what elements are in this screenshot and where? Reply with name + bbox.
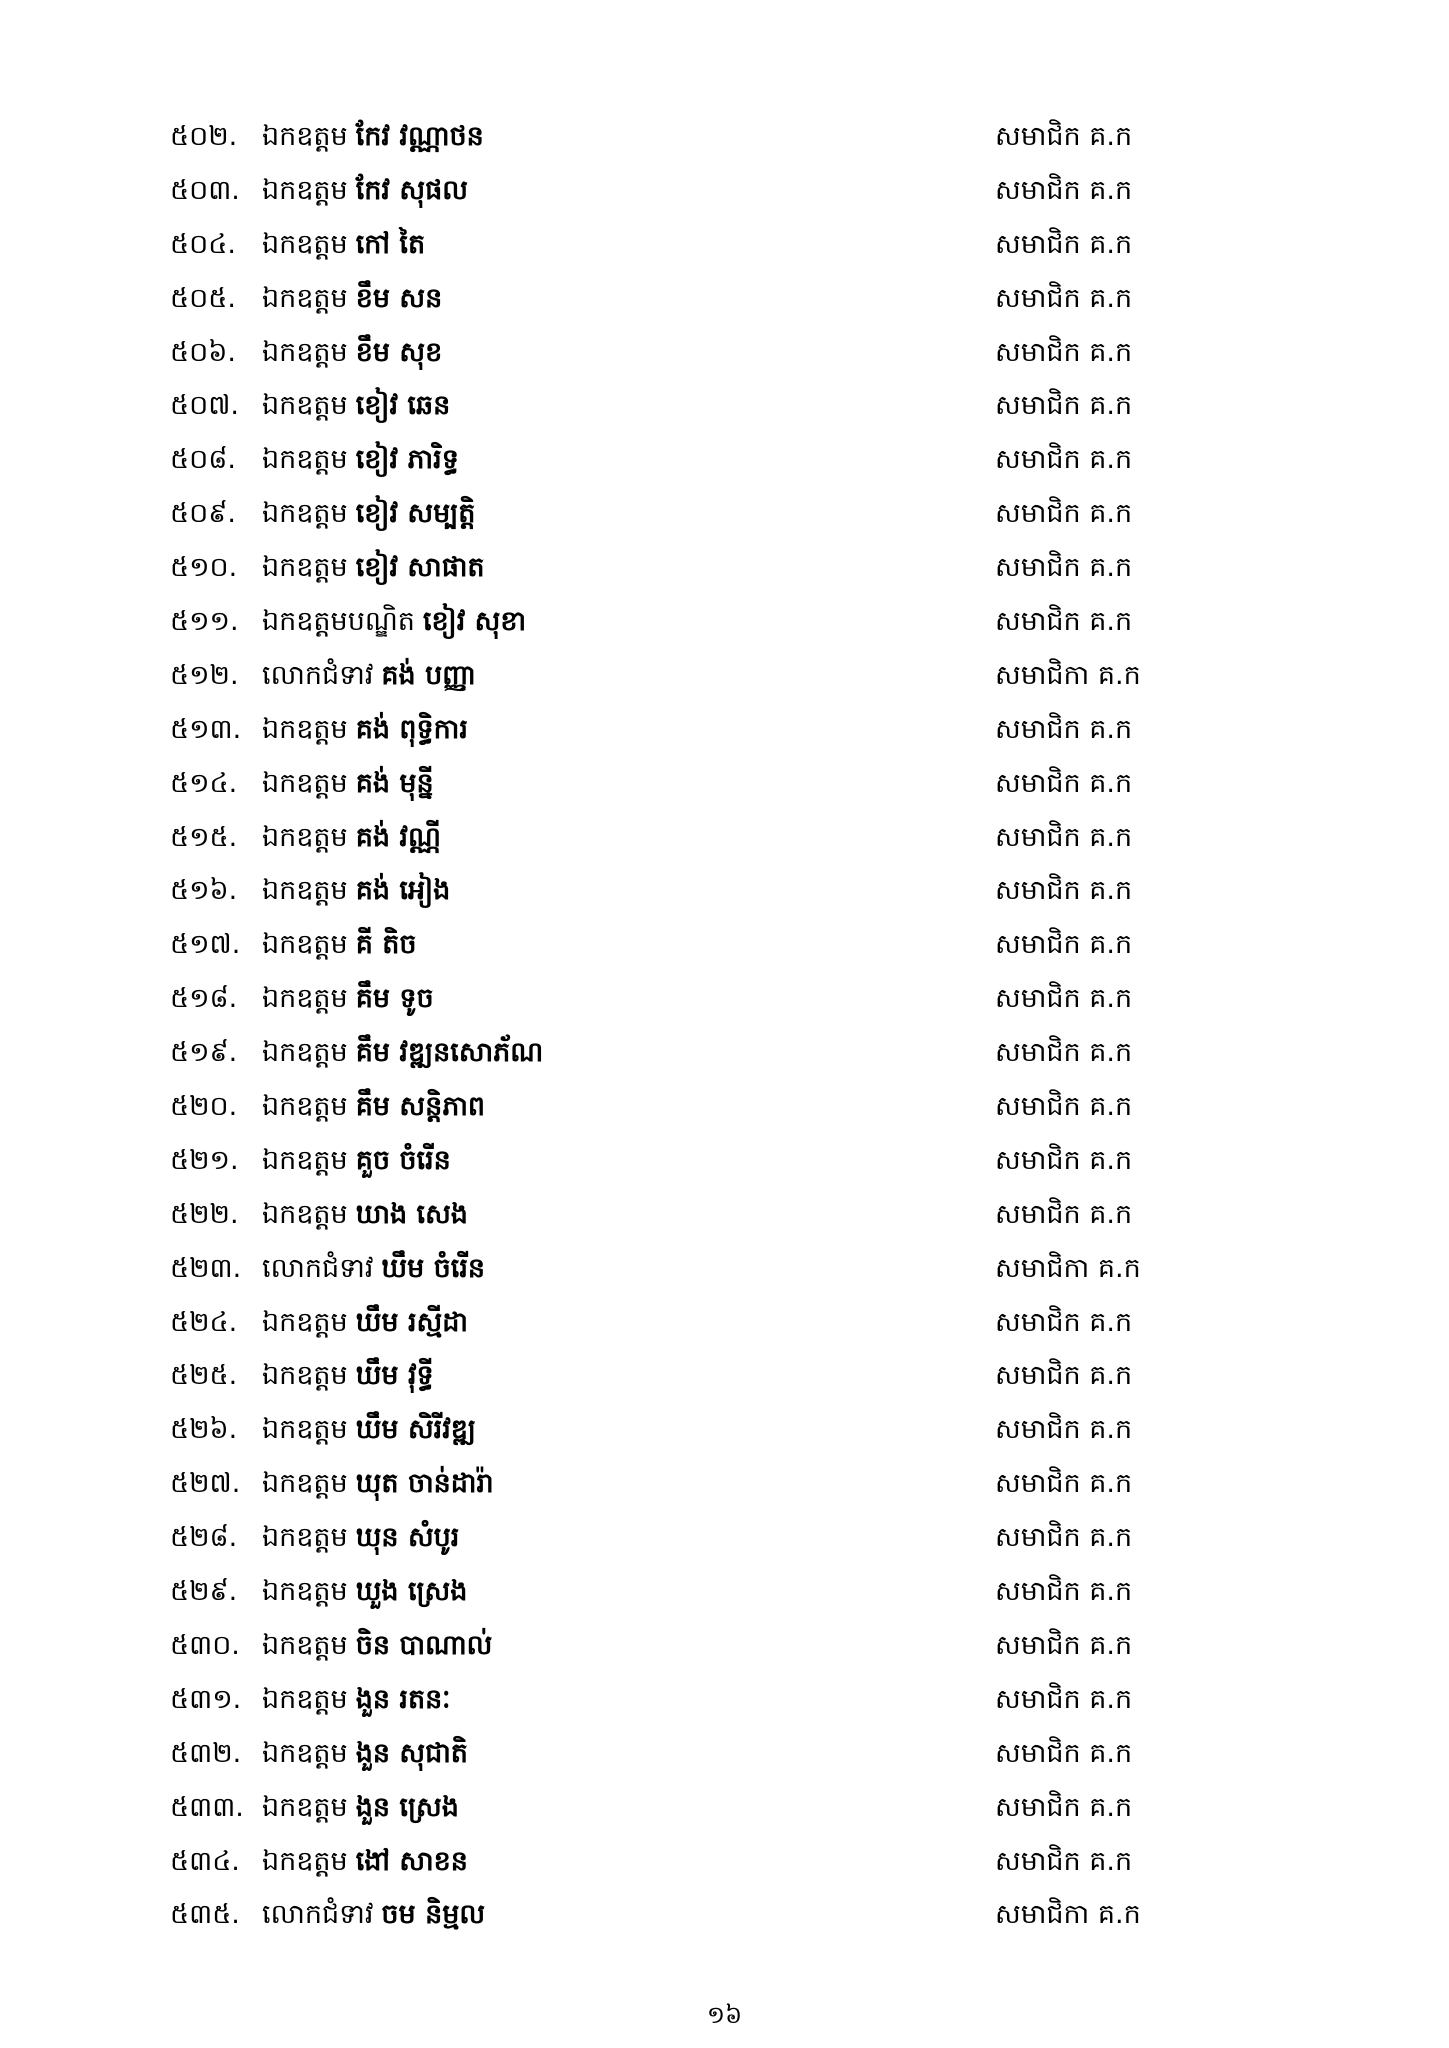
entry-number: ៥១១.: [170, 606, 239, 638]
member-role: សមាជិក គ.ក: [995, 929, 1133, 961]
entry-number: ៥២៣.: [170, 1252, 242, 1284]
member-role: សមាជិក គ.ក: [995, 983, 1133, 1015]
member-name: ងៅ សាខន: [355, 1845, 468, 1877]
entry-number: ៥២៤.: [170, 1306, 238, 1338]
member-name: ខៀវ ឆេន: [355, 390, 451, 422]
member-name: ខៀវ សុខា: [422, 606, 527, 638]
honorific: លោកជំទាវ: [262, 659, 374, 691]
member-role: សមាជិក គ.ក: [995, 390, 1133, 422]
member-role: សមាជិក គ.ក: [995, 1737, 1133, 1769]
list-item: [170, 272, 1170, 326]
honorific: ឯកឧត្តម: [262, 444, 348, 476]
entry-title-and-name: [262, 972, 434, 1026]
entry-title-and-name: [262, 757, 434, 811]
member-role: សមាជិក គ.ក: [995, 498, 1133, 530]
entry-number: ៥០២.: [170, 121, 238, 152]
member-role: សមាជិក គ.ក: [995, 121, 1133, 152]
honorific: ឯកឧត្តម: [262, 929, 348, 961]
entry-number: ៥១៨.: [170, 983, 238, 1015]
member-name: គង់ មុន្នី: [355, 767, 434, 799]
entry-number: ៥៣៣.: [170, 1791, 244, 1823]
honorific: ឯកឧត្តម: [262, 174, 348, 206]
member-name: កែវ វណ្ណាថន: [355, 121, 484, 152]
list-item: [170, 757, 1170, 811]
entry-title-and-name: [262, 1242, 485, 1296]
entry-number: ៥២២.: [170, 1198, 239, 1230]
list-item: [170, 1188, 1170, 1242]
honorific: ឯកឧត្តម: [262, 1629, 348, 1661]
entry-number: ៥១៥.: [170, 821, 238, 853]
member-role: សមាជិក គ.ក: [995, 1845, 1133, 1877]
member-role: សមាជិក គ.ក: [995, 552, 1133, 584]
member-role: សមាជិក គ.ក: [995, 228, 1133, 260]
member-role: សមាជិក គ.ក: [995, 1198, 1133, 1230]
entry-number: ៥១៩.: [170, 1037, 238, 1069]
member-name: ងួន សុជាតិ: [355, 1737, 468, 1769]
member-role: សមាជិក គ.ក: [995, 1468, 1133, 1500]
member-name: គឹម វឌ្ឍនសោភ័ណ: [355, 1037, 544, 1069]
member-role: សមាជិក គ.ក: [995, 1144, 1133, 1176]
member-role: សមាជិក គ.ក: [995, 336, 1133, 368]
entry-number: ៥៣២.: [170, 1737, 242, 1769]
list-item: [170, 1026, 1170, 1080]
honorific: ឯកឧត្តម: [262, 1306, 348, 1338]
list-item: [170, 1457, 1170, 1511]
member-name: ខៀវ សម្បត្តិ: [355, 498, 476, 530]
member-role: សមាជិក គ.ក: [995, 1576, 1133, 1608]
entry-number: ៥១៦.: [170, 875, 238, 907]
honorific: ឯកឧត្តម: [262, 1091, 348, 1123]
list-item: [170, 1835, 1170, 1889]
entry-title-and-name: [262, 1134, 451, 1188]
entry-title-and-name: [262, 1619, 492, 1673]
honorific: ឯកឧត្តម: [262, 228, 348, 260]
entry-title-and-name: [262, 649, 476, 703]
list-item: [170, 918, 1170, 972]
member-role: សមាជិក គ.ក: [995, 821, 1133, 853]
entry-number: ៥១៣.: [170, 713, 242, 745]
entry-title-and-name: [262, 1026, 543, 1080]
member-name: ឃាង សេង: [355, 1198, 468, 1230]
entry-title-and-name: [262, 487, 475, 541]
list-item: [170, 649, 1170, 703]
list-item: [170, 433, 1170, 487]
entry-number: ៥០៣.: [170, 174, 240, 206]
list-item: [170, 326, 1170, 380]
honorific: ឯកឧត្តម: [262, 1845, 348, 1877]
member-name: ឃុត ចាន់ដារ៉ា: [355, 1468, 494, 1500]
honorific: ឯកឧត្តម: [262, 1683, 348, 1715]
honorific: ឯកឧត្តម: [262, 767, 348, 799]
honorific: ឯកឧត្តម: [262, 390, 348, 422]
member-name: ឃឹម រស្មីដា: [355, 1306, 468, 1338]
member-name: ឃឹម ចំរើន: [381, 1252, 486, 1284]
entry-title-and-name: [262, 918, 417, 972]
entry-title-and-name: [262, 541, 485, 595]
entry-title-and-name: [262, 1781, 459, 1835]
honorific: ឯកឧត្តម: [262, 121, 348, 152]
member-name: គង់ បញ្ញា: [381, 659, 476, 691]
entry-title-and-name: [262, 1727, 468, 1781]
honorific: លោកជំទាវ: [262, 1252, 374, 1284]
honorific: ឯកឧត្តម: [262, 1522, 348, 1554]
list-item: [170, 864, 1170, 918]
entry-title-and-name: [262, 110, 484, 164]
member-role: សមាជិក គ.ក: [995, 875, 1133, 907]
list-item: [170, 1888, 1170, 1942]
entry-title-and-name: [262, 218, 425, 272]
entry-number: ៥០៨.: [170, 444, 236, 476]
honorific: ឯកឧត្តម: [262, 1144, 348, 1176]
member-name: គង់ ពុទ្ធិការ: [355, 713, 468, 745]
entry-number: ៥០៥.: [170, 282, 236, 314]
list-item: [170, 1134, 1170, 1188]
member-name: កែវ សុផល: [355, 174, 468, 206]
honorific: ឯកឧត្តម: [262, 498, 348, 530]
list-item: [170, 972, 1170, 1026]
entry-number: ៥១៤.: [170, 767, 238, 799]
entry-number: ៥១២.: [170, 659, 239, 691]
list-item: [170, 379, 1170, 433]
list-item: [170, 811, 1170, 865]
member-name: ខៀវ ភារិទ្ធ: [355, 444, 459, 476]
member-list: [170, 110, 1170, 1942]
entry-number: ៥២៦.: [170, 1414, 238, 1446]
list-item: [170, 1619, 1170, 1673]
honorific: ឯកឧត្តម: [262, 1737, 348, 1769]
entry-number: ៥៣១.: [170, 1683, 242, 1715]
member-role: សមាជិក គ.ក: [995, 1360, 1133, 1392]
entry-number: ៥២៩.: [170, 1576, 238, 1608]
member-role: សមាជិក គ.ក: [995, 606, 1133, 638]
honorific: ឯកឧត្តម: [262, 336, 348, 368]
member-name: ខឹម សុខ: [355, 336, 443, 368]
member-role: សមាជិក គ.ក: [995, 174, 1133, 206]
member-name: កៅ តៃ: [355, 228, 426, 260]
member-name: ចម និម្មល: [381, 1899, 486, 1931]
entry-number: ៥១០.: [170, 552, 238, 584]
entry-title-and-name: [262, 1565, 467, 1619]
list-item: [170, 1511, 1170, 1565]
member-role: សមាជិកា គ.ក: [995, 659, 1141, 691]
member-name: ចិន បាណាល់: [355, 1629, 493, 1661]
entry-title-and-name: [262, 1511, 459, 1565]
entry-title-and-name: [262, 1080, 485, 1134]
entry-title-and-name: [262, 1296, 468, 1350]
list-item: [170, 1781, 1170, 1835]
honorific: ឯកឧត្តម: [262, 821, 348, 853]
entry-number: ៥២០.: [170, 1091, 238, 1123]
member-name: គង់ អៀង: [355, 875, 451, 907]
honorific: ឯកឧត្តម: [262, 713, 348, 745]
list-item: [170, 595, 1170, 649]
honorific: ឯកឧត្តម: [262, 1576, 348, 1608]
entry-number: ៥៣៥.: [170, 1899, 240, 1931]
honorific: ឯកឧត្តម: [262, 1037, 348, 1069]
member-name: គី តិច: [355, 929, 417, 961]
member-name: គួច ចំរើន: [355, 1144, 451, 1176]
member-role: សមាជិក គ.ក: [995, 713, 1133, 745]
entry-number: ៥៣៤.: [170, 1845, 240, 1877]
entry-number: ៥១៧.: [170, 929, 241, 961]
member-name: ឃុន សំបូរ: [355, 1522, 460, 1554]
entry-number: ៥២៥.: [170, 1360, 238, 1392]
list-item: [170, 1727, 1170, 1781]
entry-title-and-name: [262, 811, 441, 865]
list-item: [170, 541, 1170, 595]
member-role: សមាជិក គ.ក: [995, 1414, 1133, 1446]
honorific: ឯកឧត្តម: [262, 282, 348, 314]
entry-title-and-name: [262, 379, 450, 433]
entry-title-and-name: [262, 1349, 434, 1403]
list-item: [170, 1242, 1170, 1296]
entry-number: ៥០៤.: [170, 228, 236, 260]
entry-title-and-name: [262, 164, 468, 218]
member-role: សមាជិក គ.ក: [995, 1629, 1133, 1661]
page-number: ១៦: [706, 2001, 743, 2029]
member-name: គឹម ទូច: [355, 983, 434, 1015]
list-item: [170, 1349, 1170, 1403]
member-role: សមាជិក គ.ក: [995, 1306, 1133, 1338]
entry-number: ៥០៩.: [170, 498, 236, 530]
entry-title-and-name: [262, 272, 442, 326]
entry-title-and-name: [262, 1403, 476, 1457]
entry-number: ៥២៨.: [170, 1522, 238, 1554]
list-item: [170, 218, 1170, 272]
member-role: សមាជិក គ.ក: [995, 282, 1133, 314]
list-item: [170, 1565, 1170, 1619]
member-name: គង់ វណ្ណី: [355, 821, 441, 853]
member-role: សមាជិក គ.ក: [995, 1091, 1133, 1123]
member-role: សមាជិក គ.ក: [995, 767, 1133, 799]
list-item: [170, 1673, 1170, 1727]
member-name: ខឹម សន: [355, 282, 443, 314]
member-name: ងួន ស្រេង: [355, 1791, 459, 1823]
honorific: ឯកឧត្តម: [262, 1360, 348, 1392]
honorific: ឯកឧត្តម: [262, 983, 348, 1015]
list-item: [170, 703, 1170, 757]
list-item: [170, 164, 1170, 218]
honorific: ឯកឧត្តម: [262, 1468, 348, 1500]
entry-title-and-name: [262, 326, 442, 380]
member-name: ងួន រតនៈ: [355, 1683, 451, 1715]
entry-title-and-name: [262, 595, 526, 649]
honorific: ឯកឧត្តម: [262, 1414, 348, 1446]
honorific: ឯកឧត្តមបណ្ឌិត: [262, 606, 415, 638]
entry-title-and-name: [262, 1457, 494, 1511]
member-role: សមាជិក គ.ក: [995, 1791, 1133, 1823]
entry-title-and-name: [262, 433, 459, 487]
entry-title-and-name: [262, 1888, 485, 1942]
entry-number: ៥២៧.: [170, 1468, 241, 1500]
list-item: [170, 1080, 1170, 1134]
member-role: សមាជិកា គ.ក: [995, 1899, 1141, 1931]
member-name: គឹម សន្តិភាព: [355, 1091, 486, 1123]
honorific: ឯកឧត្តម: [262, 1791, 348, 1823]
member-name: ឃឹម វុទ្ធី: [355, 1360, 434, 1392]
list-item: [170, 1296, 1170, 1350]
entry-number: ៥៣០.: [170, 1629, 240, 1661]
entry-title-and-name: [262, 1835, 468, 1889]
entry-number: ៥០៦.: [170, 336, 236, 368]
honorific: លោកជំទាវ: [262, 1899, 374, 1931]
member-name: ឃួង ស្រេង: [355, 1576, 468, 1608]
entry-title-and-name: [262, 1673, 450, 1727]
list-item: [170, 110, 1170, 164]
entry-number: ៥២១.: [170, 1144, 239, 1176]
entry-number: ៥០៧.: [170, 390, 239, 422]
member-role: សមាជិកា គ.ក: [995, 1252, 1141, 1284]
member-role: សមាជិក គ.ក: [995, 1522, 1133, 1554]
list-item: [170, 1403, 1170, 1457]
member-role: សមាជិក គ.ក: [995, 444, 1133, 476]
entry-title-and-name: [262, 864, 450, 918]
member-role: សមាជិក គ.ក: [995, 1683, 1133, 1715]
honorific: ឯកឧត្តម: [262, 875, 348, 907]
list-item: [170, 487, 1170, 541]
member-role: សមាជិក គ.ក: [995, 1037, 1133, 1069]
member-name: ខៀវ សាផាត: [355, 552, 485, 584]
entry-title-and-name: [262, 1188, 468, 1242]
honorific: ឯកឧត្តម: [262, 1198, 348, 1230]
honorific: ឯកឧត្តម: [262, 552, 348, 584]
entry-title-and-name: [262, 703, 468, 757]
member-name: ឃឹម សិរីវឌ្ឍ: [355, 1414, 476, 1446]
